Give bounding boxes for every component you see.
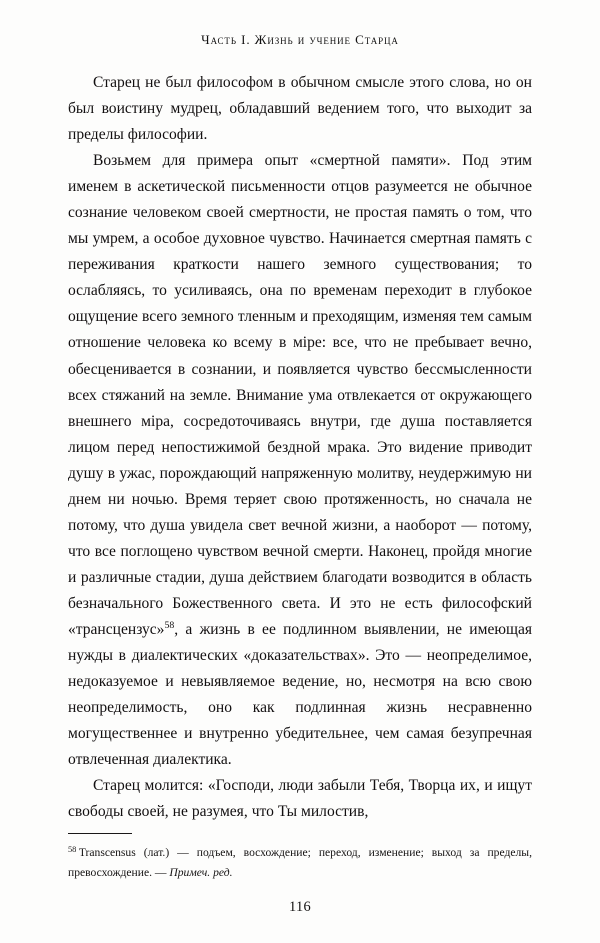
body-text-block: [68, 70, 532, 825]
running-header: Часть I. Жизнь и учение Старца: [201, 32, 399, 47]
paragraph-2-text-before-footnote: Возьмем для примера опыт «смертной памяти». Под этим именем в аскетической письменности отцов разумеется не обычное сознание человеком своей смертности, не простая память о том, что мы умрем, а особое духовное чувство. Начинается смертная память с переживания краткости нашего земного существования; то ослабляясь, то усиливаясь, она по временам переходит в глубокое ощущение всего земного тленным и преходящим, изменяя тем самым отношение человека ко всему в мiре: все, что не пребывает вечно, обесценивается в сознании, и появляется чувство бессмысленности всех стяжаний на земле. Внимание ума отвлекается от окружающего внешнего мiра, сосредоточиваясь внутри, где душа поставляется лицом перед непостижимой бездной мрака. Это видение приводит душу в ужас, порождающий напряженную молитву, неудержимую ни днем ни ночью. Время теряет свою протяженность, но сначала не потому, что душа увидела свет вечной жизни, а наоборот — потому, что все поглощено чувством вечной смерти. Наконец, пройдя многие и различные стадии, душа действием благодати возводится в область безначального Божественного света. И это не есть философский «трансцензус»: [68, 152, 532, 638]
footnote-58: [68, 843, 532, 881]
footnote-reference-58[interactable]: 58: [164, 619, 175, 631]
footnote-area: [68, 833, 532, 882]
paragraph-2: [68, 148, 532, 773]
page-number: 116: [289, 899, 311, 915]
footnote-number: 58: [68, 844, 77, 854]
paragraph-1-text: Старец не был философом в обычном смысле этого слова, но он был воистину мудрец, обладавший ведением того, что выходит за пределы философии.: [68, 74, 532, 144]
footnote-separator-rule: [68, 833, 132, 834]
paragraph-1: [68, 70, 532, 148]
paragraph-3-text: Старец молится: «Господи, люди забыли Тебя, Творца их, и ищут свободы своей, не разумея, что Ты милостив,: [68, 777, 532, 821]
paragraph-3: [68, 773, 532, 825]
footnote-attribution: Примеч. ред.: [169, 865, 233, 879]
footnote-body-text: Transcensus (лат.) — подъем, восхождение; переход, изменение; выход за пределы, превосхождение. —: [68, 846, 532, 879]
paragraph-2-text-after-footnote: , а жизнь в ее подлинном выявлении, не имеющая нужды в диалектических «доказательствах». Это — неопределимое, недоказуемое и невыявляемое ведение, но, несмотря на всю свою неопределимость, оно как подлинная жизнь несравненно могущественнее и внутренно убедительнее, чем самая безупречная отвлеченная диалектика.: [68, 620, 532, 769]
